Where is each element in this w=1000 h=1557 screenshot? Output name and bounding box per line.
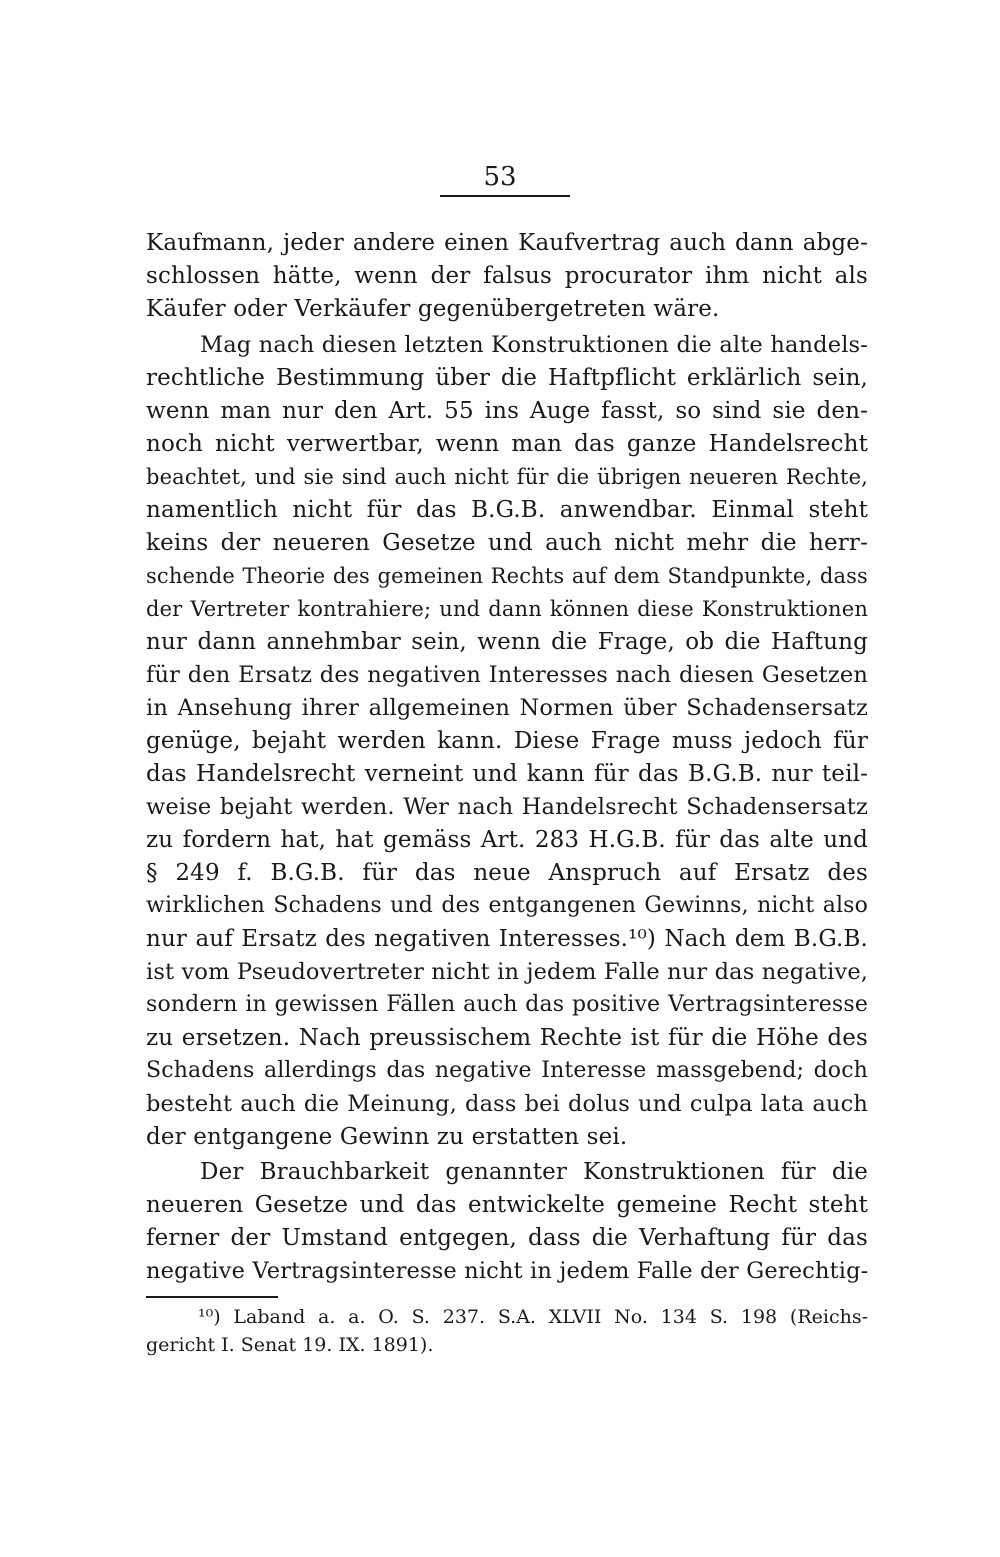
text-line: schende Theorie des gemeinen Rechts auf dem Standpunkte, dass [146, 564, 868, 588]
text-line: wenn man nur den Art. 55 ins Auge fasst, so sind sie den- [146, 398, 868, 424]
text-line: zu fordern hat, hat gemäss Art. 283 H.G.B. für das alte und [146, 827, 868, 853]
text-line: zu ersetzen. Nach preussischem Rechte ist für die Höhe des [146, 1025, 868, 1051]
footnote-line: gericht I. Senat 19. IX. 1891). [146, 1334, 434, 1356]
text-line: keins der neueren Gesetze und auch nicht mehr die herr- [146, 530, 868, 556]
text-line: noch nicht verwertbar, wenn man das ganze Handelsrecht [146, 431, 868, 457]
text-line: rechtliche Bestimmung über die Haftpflicht erklärlich sein, [146, 365, 868, 391]
text-line: neueren Gesetze und das entwickelte gemeine Recht steht [146, 1192, 868, 1218]
footnote-rule [146, 1296, 278, 1298]
text-line: ferner der Umstand entgegen, dass die Verhaftung für das [146, 1225, 868, 1251]
text-line: Mag nach diesen letzten Konstruktionen die alte handels- [200, 332, 868, 358]
text-line: beachtet, und sie sind auch nicht für die übrigen neueren Rechte, [146, 465, 868, 489]
text-line: Käufer oder Verkäufer gegenübergetreten wäre. [146, 296, 720, 322]
text-line: nur auf Ersatz des negativen Interesses.¹⁰) Nach dem B.G.B. [146, 926, 868, 952]
text-line: Schadens allerdings das negative Interesse massgebend; doch [146, 1058, 868, 1083]
text-line: schlossen hätte, wenn der falsus procurator ihm nicht als [146, 263, 868, 289]
text-line: sondern in gewissen Fällen auch das positive Vertragsinteresse [146, 992, 868, 1017]
text-line: negative Vertragsinteresse nicht in jedem Falle der Gerechtig- [146, 1258, 869, 1284]
text-line: der entgangene Gewinn zu erstatten sei. [146, 1124, 628, 1150]
text-line: namentlich nicht für das B.G.B. anwendbar. Einmal steht [146, 497, 868, 523]
text-line: genüge, bejaht werden kann. Diese Frage muss jedoch für [146, 728, 868, 754]
footnote-line: ¹⁰) Laband a. a. O. S. 237. S.A. XLVII No. 134 S. 198 (Reichs- [198, 1306, 868, 1328]
text-line: nur dann annehmbar sein, wenn die Frage, ob die Haftung [146, 629, 868, 655]
text-line: § 249 f. B.G.B. für das neue Anspruch auf Ersatz des [146, 860, 868, 886]
text-line: weise bejaht werden. Wer nach Handelsrecht Schadensersatz [146, 794, 868, 820]
text-line: ist vom Pseudovertreter nicht in jedem Falle nur das negative, [146, 959, 869, 985]
page-number-rule [440, 195, 570, 197]
text-line: in Ansehung ihrer allgemeinen Normen über Schadensersatz [146, 695, 868, 721]
text-line: das Handelsrecht verneint und kann für das B.G.B. nur teil- [146, 761, 868, 787]
text-line: Kaufmann, jeder andere einen Kaufvertrag auch dann abge- [146, 230, 868, 256]
text-line: wirklichen Schadens und des entgangenen Gewinns, nicht also [146, 893, 868, 918]
text-line: der Vertreter kontrahiere; und dann können diese Konstruktionen [146, 597, 868, 621]
text-line: besteht auch die Meinung, dass bei dolus und culpa lata auch [146, 1091, 868, 1117]
text-line: für den Ersatz des negativen Interesses nach diesen Gesetzen [146, 662, 868, 688]
text-line: Der Brauchbarkeit genannter Konstruktionen für die [200, 1159, 868, 1185]
page-number: 53 [483, 162, 517, 192]
